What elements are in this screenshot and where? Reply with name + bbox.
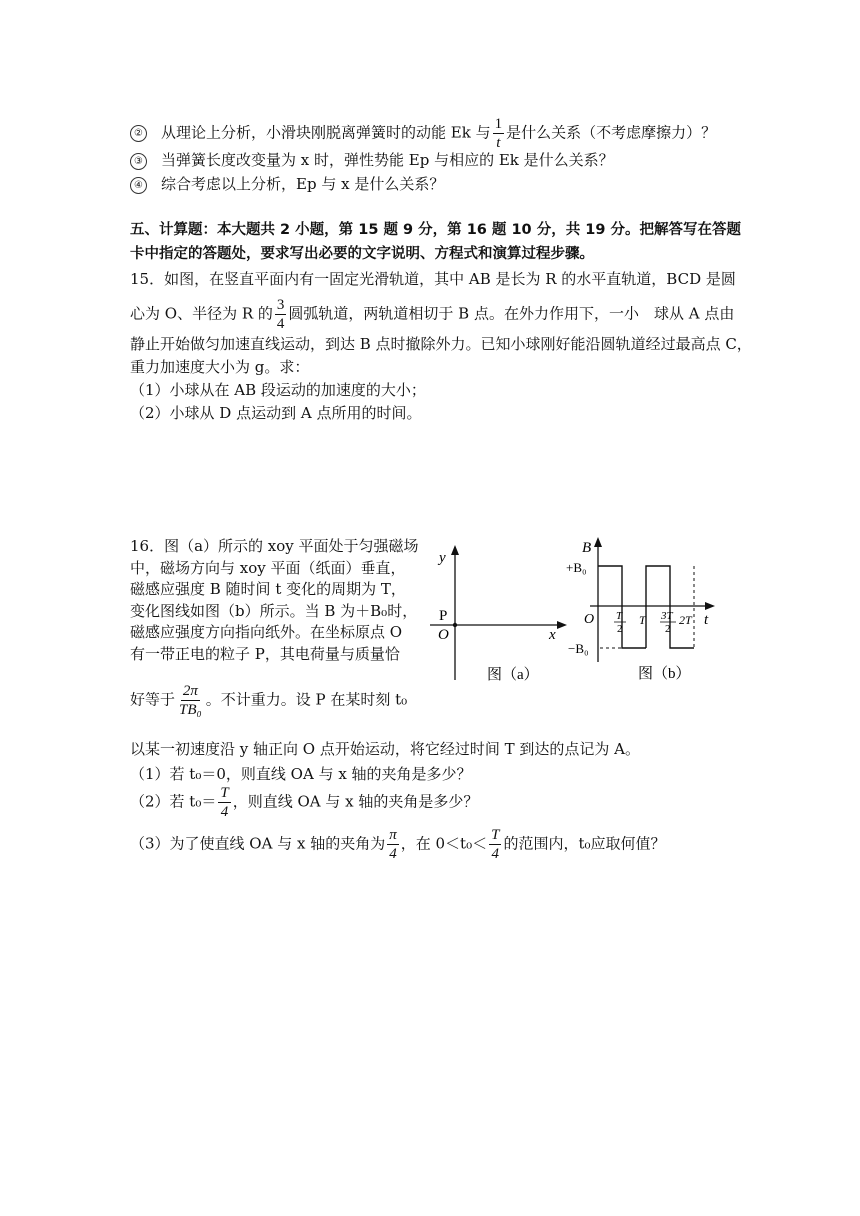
label-o: O (438, 627, 449, 643)
b-arrow-icon (594, 537, 602, 547)
fraction-denominator: t (496, 135, 501, 151)
fraction (218, 784, 230, 821)
q16-sub-3-pre: （3）为了使直线 OA 与 x 轴的夹角为 (130, 834, 386, 853)
tick-t: T (639, 613, 646, 627)
fraction-denominator: TB₀ (179, 702, 202, 718)
item-4 (130, 174, 444, 194)
q16-equation-line (130, 682, 407, 719)
q16-continue-line: 以某一初速度沿 y 轴正向 O 点开始运动，将它经过时间 T 到达的点记为 A。 (130, 740, 640, 758)
q16-sub-1: （1）若 t₀＝0，则直线 OA 与 x 轴的夹角是多少？ (130, 765, 472, 783)
fraction-numerator: 2π (182, 683, 198, 699)
q16-sub-3 (130, 826, 665, 863)
label-plus-b0: +B₀ (566, 560, 587, 575)
section-heading-line-1: 五、计算题：本大题共 2 小题，第 15 题 9 分，第 16 题 10 分，共 19 分。把解答写在答题 (130, 222, 741, 238)
label-b: B (582, 540, 592, 556)
q15-line-4: 重力加速度大小为 g。求： (130, 358, 310, 376)
q15-line-2 (130, 296, 734, 333)
item-text-pre: 从理论上分析，小滑块刚脱离弹簧时的动能 Ek 与 (161, 123, 491, 142)
item-text-post: 是什么关系（不考虑摩擦力）？ (506, 123, 717, 142)
q15-line-3: 静止开始做匀加速直线运动，到达 B 点时撤除外力。已知小球刚好能沿圆轨道经过最高点 C， (130, 335, 752, 353)
item-2 (130, 115, 716, 152)
t-arrow-icon (705, 602, 715, 610)
tick-3t-half-num: 3T (661, 610, 673, 622)
figure-b (560, 532, 730, 690)
q16-paragraph: 16．图（a）所示的 xoy 平面处于匀强磁场中，磁场方向与 xoy 平面（纸面）垂直，磁感应强度 B 随时间 t 变化的周期为 T，变化图线如图（b）所示。当 B 为＋B₀时，磁感应强度方向指向纸外。在坐标原点 O 有一带正电的粒子 P，其电荷量与质量恰 (130, 537, 419, 663)
item-text: 综合考虑以上分析，Ep 与 x 是什么关系？ (161, 175, 445, 193)
caption-b: 图（b） (638, 666, 691, 682)
item-text: 当弹簧长度改变量为 x 时，弹性势能 Ep 与相应的 Ek 是什么关系？ (161, 151, 614, 169)
item-number: ③ (130, 153, 147, 170)
fraction (493, 115, 505, 152)
label-o: O (584, 612, 595, 627)
label-t: t (704, 612, 709, 628)
waveform-segment-2 (646, 566, 694, 648)
particle-p (453, 623, 457, 627)
label-minus-b0: −B₀ (568, 641, 589, 656)
label-p: P (439, 608, 448, 624)
q16-sub-2 (130, 784, 478, 821)
tick-3t-half-den: 2 (665, 623, 671, 635)
section-heading-line-2: 卡中指定的答题处，要求写出必要的文字说明、方程式和演算过程步骤。 (130, 246, 594, 262)
q15-line-2-pre: 心为 O、半径为 R 的 (130, 304, 273, 323)
fraction-numerator: 1 (494, 116, 503, 132)
item-number: ② (130, 125, 147, 142)
y-arrow-icon (451, 545, 459, 555)
fraction-numerator: T (491, 827, 500, 843)
tick-2t: 2T (679, 613, 692, 627)
fraction-denominator: 4 (491, 846, 500, 862)
fraction (489, 826, 501, 863)
fraction-denominator: 4 (389, 846, 397, 862)
fraction-numerator: 3 (276, 297, 285, 313)
tick-t-half-den: 2 (617, 623, 623, 635)
fraction-denominator: 4 (276, 316, 285, 332)
q16-sub-2-post: ，则直线 OA 与 x 轴的夹角是多少？ (232, 792, 479, 811)
q15-sub-1: （1）小球从在 AB 段运动的加速度的大小； (130, 381, 426, 399)
q15-sub-2: （2）小球从 D 点运动到 A 点所用的时间。 (130, 404, 422, 422)
label-x: x (549, 627, 556, 643)
q16-sub-3-mid: ，在 0＜t₀＜ (400, 834, 488, 853)
q15-line-1: 15．如图，在竖直平面内有一固定光滑轨道，其中 AB 是长为 R 的水平直轨道，BCD 是圆 (130, 270, 736, 288)
tick-t-half-num: T (616, 610, 623, 622)
q16-sub-2-pre: （2）若 t₀＝ (130, 792, 217, 811)
fraction-denominator: 4 (220, 804, 229, 820)
fraction (275, 296, 287, 333)
q15-line-2-post: 圆弧轨道，两轨道相切于 B 点。在外力作用下，一小 球从 A 点由 (288, 304, 735, 323)
label-y: y (439, 550, 446, 566)
item-number: ④ (130, 177, 147, 194)
fraction-numerator: π (389, 827, 397, 843)
figure-a (425, 540, 575, 690)
caption-a: 图（a） (487, 667, 539, 683)
q16-eq-pre: 好等于 (130, 690, 176, 709)
item-3 (130, 150, 614, 170)
q16-eq-post: 。不计重力。设 P 在某时刻 t₀ (205, 690, 408, 709)
q16-sub-3-post: 的范围内，t₀应取何值？ (503, 834, 666, 853)
fraction-numerator: T (220, 785, 229, 801)
fraction (177, 682, 204, 719)
fraction (387, 826, 399, 863)
